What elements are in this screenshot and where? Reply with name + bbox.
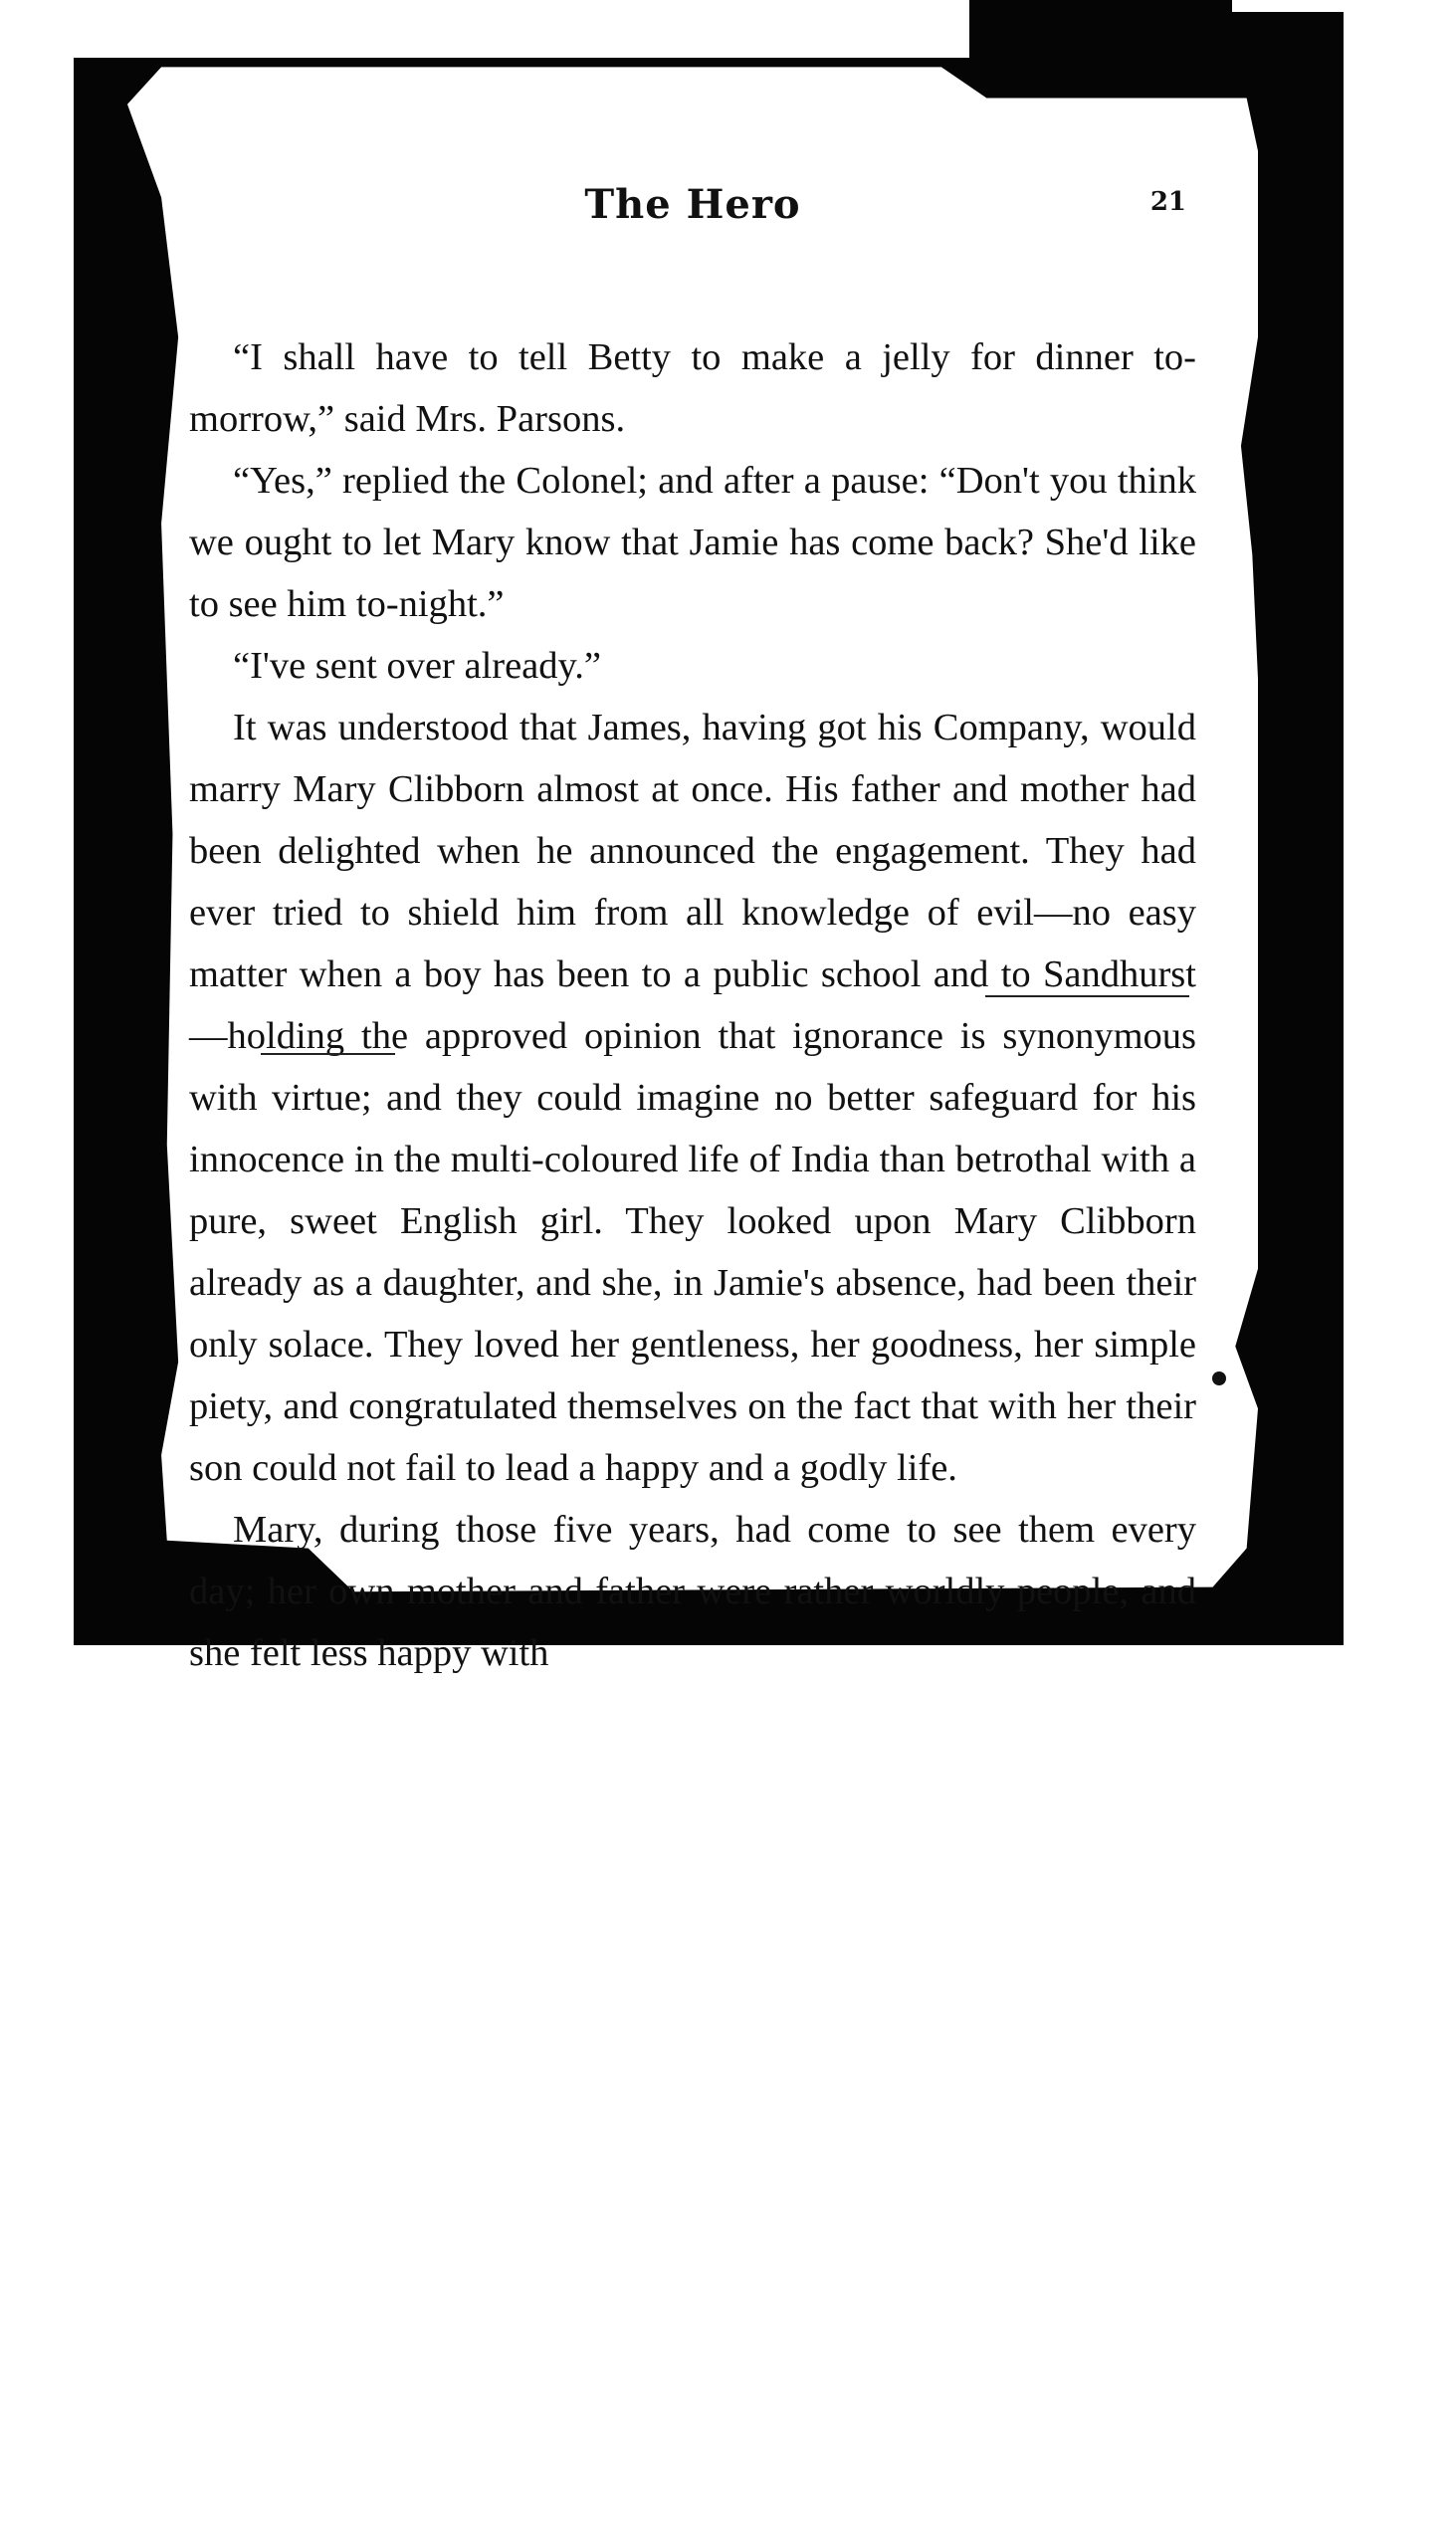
paragraph-2: “Yes,” replied the Colonel; and after a pause: “Don't you think we ought to let Mary know that Jamie has come back? She'd like to see him to-night.”: [189, 460, 1196, 625]
pencil-underline: [985, 995, 1189, 997]
scan-margin-top-right: [1232, 0, 1344, 12]
body-text: [189, 326, 1196, 1684]
paragraph-5: Mary, during those five years, had come to see them every day; her own mother and father were rather worldly people, and she felt less happy with: [189, 1509, 1196, 1674]
paragraph-1: “I shall have to tell Betty to make a jelly for dinner to-morrow,” said Mrs. Parsons.: [189, 336, 1196, 440]
paragraph-3: “I've sent over already.”: [233, 645, 601, 687]
scan-margin-top: [74, 0, 969, 58]
page-header: [127, 181, 1258, 251]
paragraph-4: It was understood that James, having got his Company, would marry Mary Clibborn almost at once. His father and mother had been delighted when he announced the engagement. They had ever tried to shield him from all knowledge of evil—no easy matter when a boy has been to a public school and to Sandhurst—holding the approved opinion that ignorance is synonymous with virtue; and they could imagine no better safeguard for his innocence in the multi-coloured life of India than betrothal with a pure, sweet English girl. They looked upon Mary Clibborn already as a daughter, and she, in Jamie's absence, had been their only solace. They loved her gentleness, her goodness, her simple piety, and congratulated themselves on the fact that with her their son could not fail to lead a happy and a godly life.: [189, 707, 1196, 1489]
ink-speck: [1212, 1371, 1226, 1385]
running-title: The Hero: [584, 181, 801, 228]
page-number: 21: [1149, 187, 1186, 217]
pencil-underline: [261, 1053, 395, 1055]
